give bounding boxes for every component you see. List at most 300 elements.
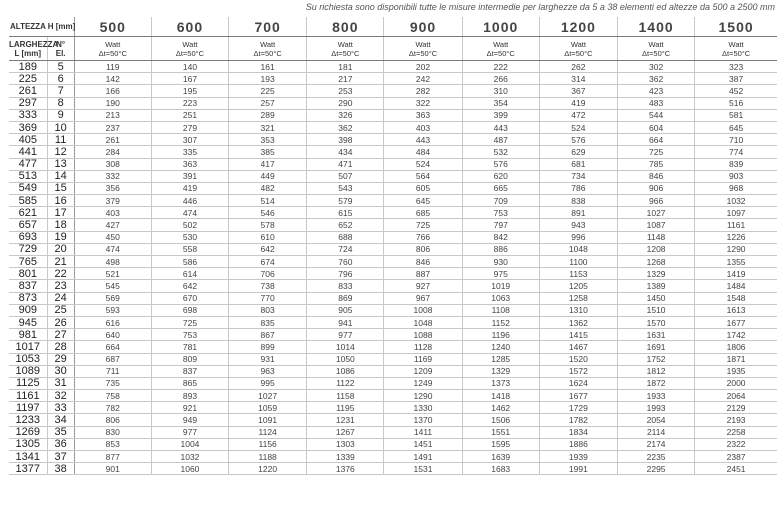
watt-cell: 837	[151, 365, 228, 377]
watt-cell: 253	[307, 85, 384, 97]
watt-cell: 544	[617, 109, 694, 121]
watt-cell: 1491	[384, 451, 462, 463]
watt-cell: 809	[151, 353, 228, 365]
width-cell: 405	[9, 134, 47, 146]
watt-cell: 2114	[617, 426, 694, 438]
watt-cell: 302	[617, 61, 694, 73]
watt-label: Watt	[415, 39, 431, 49]
watt-cell: 1209	[384, 365, 462, 377]
availability-note: Su richiesta sono disponibili tutte le misure intermedie per larghezze da 5 a 38 elementi ed altezze da 500 a 2500 mm	[305, 2, 775, 12]
elements-cell: 32	[47, 390, 74, 402]
watt-cell: 1812	[617, 365, 694, 377]
watt-cell: 921	[151, 402, 228, 414]
watt-cell: 1551	[462, 426, 539, 438]
watt-cell: 545	[74, 280, 151, 292]
watt-cell: 796	[307, 268, 384, 280]
watt-cell: 1063	[462, 292, 539, 304]
width-cell: 981	[9, 329, 47, 341]
watt-cell: 1631	[617, 329, 694, 341]
watt-cell: 1373	[462, 377, 539, 389]
watt-cell: 202	[384, 61, 462, 73]
watt-cell: 1872	[617, 377, 694, 389]
watt-cell: 1330	[384, 402, 462, 414]
watt-cell: 190	[74, 97, 151, 109]
watt-cell: 387	[695, 73, 777, 85]
table-row	[9, 316, 777, 328]
watt-cell: 1450	[617, 292, 694, 304]
elements-cell: 26	[47, 316, 74, 328]
watt-cell: 766	[384, 231, 462, 243]
watt-cell: 2295	[617, 463, 694, 475]
watt-cell: 1226	[695, 231, 777, 243]
table-row	[9, 243, 777, 255]
delta-label: Δt=50°C	[564, 48, 593, 58]
table-row	[9, 390, 777, 402]
watt-cell: 687	[74, 353, 151, 365]
watt-cell: 931	[229, 353, 307, 365]
radiator-output-table	[9, 17, 777, 475]
height-header: 1400	[617, 17, 694, 37]
watt-cell: 2054	[617, 414, 694, 426]
watt-cell: 725	[384, 219, 462, 231]
elements-cell: 31	[47, 377, 74, 389]
watt-cell: 905	[307, 304, 384, 316]
watt-cell: 839	[695, 158, 777, 170]
width-cell: 801	[9, 268, 47, 280]
table-row	[9, 365, 777, 377]
width-cell: 1053	[9, 353, 47, 365]
width-cell: 1233	[9, 414, 47, 426]
watt-cell: 1993	[617, 402, 694, 414]
elements-cell: 8	[47, 97, 74, 109]
watt-cell: 901	[74, 463, 151, 475]
watt-cell: 645	[384, 195, 462, 207]
watt-cell: 1268	[617, 256, 694, 268]
elements-cell: 12	[47, 146, 74, 158]
table-row	[9, 463, 777, 475]
watt-cell: 1188	[229, 451, 307, 463]
watt-cell: 1329	[462, 365, 539, 377]
elements-cell: 6	[47, 73, 74, 85]
watt-cell: 307	[151, 134, 228, 146]
watt-cell: 423	[617, 85, 694, 97]
watt-cell: 363	[384, 109, 462, 121]
watt-cell: 257	[229, 97, 307, 109]
table-row	[9, 170, 777, 182]
watt-cell: 604	[617, 121, 694, 133]
watt-cell: 1389	[617, 280, 694, 292]
watt-cell: 1108	[462, 304, 539, 316]
height-header: 1500	[695, 17, 777, 37]
watt-cell: 586	[151, 256, 228, 268]
watt-cell: 1310	[539, 304, 617, 316]
watt-cell: 1059	[229, 402, 307, 414]
watt-cell: 968	[695, 182, 777, 194]
watt-cell: 838	[539, 195, 617, 207]
watt-cell: 642	[229, 243, 307, 255]
table-row	[9, 268, 777, 280]
elements-cell: 13	[47, 158, 74, 170]
watt-cell: 842	[462, 231, 539, 243]
watt-cell: 774	[695, 146, 777, 158]
elements-cell: 23	[47, 280, 74, 292]
watt-cell: 1462	[462, 402, 539, 414]
watt-cell: 314	[539, 73, 617, 85]
table-row	[9, 292, 777, 304]
elements-label: El.	[55, 48, 66, 58]
watt-cell: 1362	[539, 316, 617, 328]
watt-cell: 833	[307, 280, 384, 292]
watt-cell: 1303	[307, 438, 384, 450]
watt-cell: 943	[539, 219, 617, 231]
watt-cell: 524	[384, 158, 462, 170]
watt-cell: 242	[384, 73, 462, 85]
watt-cell: 1290	[384, 390, 462, 402]
watt-cell: 1196	[462, 329, 539, 341]
watt-cell: 1806	[695, 341, 777, 353]
delta-label: Δt=50°C	[98, 48, 127, 58]
watt-cell: 266	[462, 73, 539, 85]
watt-cell: 846	[384, 256, 462, 268]
watt-cell: 483	[617, 97, 694, 109]
watt-cell: 1376	[307, 463, 384, 475]
watt-cell: 1128	[384, 341, 462, 353]
watt-cell: 524	[539, 121, 617, 133]
watt-cell: 1231	[307, 414, 384, 426]
watt-cell: 1339	[307, 451, 384, 463]
watt-cell: 1100	[539, 256, 617, 268]
watt-cell: 419	[539, 97, 617, 109]
watt-delta-header	[384, 37, 462, 61]
width-cell: 1305	[9, 438, 47, 450]
watt-cell: 213	[74, 109, 151, 121]
watt-cell: 1156	[229, 438, 307, 450]
watt-cell: 443	[384, 134, 462, 146]
watt-cell: 507	[307, 170, 384, 182]
delta-label: Δt=50°C	[721, 48, 751, 58]
watt-cell: 1595	[462, 438, 539, 450]
width-cell: 621	[9, 207, 47, 219]
watt-cell: 786	[539, 182, 617, 194]
table-row	[9, 158, 777, 170]
watt-cell: 367	[539, 85, 617, 97]
watt-cell: 289	[229, 109, 307, 121]
elements-cell: 9	[47, 109, 74, 121]
watt-cell: 353	[229, 134, 307, 146]
watt-cell: 753	[151, 329, 228, 341]
watt-cell: 434	[307, 146, 384, 158]
watt-cell: 867	[229, 329, 307, 341]
watt-cell: 532	[462, 146, 539, 158]
width-cell: 1197	[9, 402, 47, 414]
watt-cell: 356	[74, 182, 151, 194]
watt-cell: 1871	[695, 353, 777, 365]
watt-label: Watt	[337, 39, 353, 49]
watt-cell: 335	[151, 146, 228, 158]
watt-cell: 1677	[539, 390, 617, 402]
delta-label: Δt=50°C	[175, 48, 205, 58]
watt-cell: 1510	[617, 304, 694, 316]
watt-cell: 709	[462, 195, 539, 207]
watt-cell: 645	[695, 121, 777, 133]
delta-label: Δt=50°C	[408, 48, 438, 58]
watt-cell: 502	[151, 219, 228, 231]
watt-cell: 614	[151, 268, 228, 280]
watt-cell: 472	[539, 109, 617, 121]
watt-cell: 1418	[462, 390, 539, 402]
elements-cell: 25	[47, 304, 74, 316]
watt-cell: 398	[307, 134, 384, 146]
watt-cell: 1742	[695, 329, 777, 341]
watt-cell: 1639	[462, 451, 539, 463]
watt-cell: 474	[74, 243, 151, 255]
width-cell: 1017	[9, 341, 47, 353]
watt-cell: 977	[151, 426, 228, 438]
delta-label: Δt=50°C	[253, 48, 282, 58]
watt-cell: 261	[74, 134, 151, 146]
watt-cell: 711	[74, 365, 151, 377]
watt-cell: 930	[462, 256, 539, 268]
table-row	[9, 195, 777, 207]
watt-cell: 569	[74, 292, 151, 304]
watt-cell: 2000	[695, 377, 777, 389]
watt-cell: 310	[462, 85, 539, 97]
watt-cell: 1208	[617, 243, 694, 255]
table-row	[9, 73, 777, 85]
watt-cell: 2174	[617, 438, 694, 450]
watt-cell: 781	[151, 341, 228, 353]
watt-cell: 1195	[307, 402, 384, 414]
watt-cell: 710	[695, 134, 777, 146]
watt-cell: 1752	[617, 353, 694, 365]
watt-cell: 530	[151, 231, 228, 243]
elements-cell: 36	[47, 438, 74, 450]
watt-cell: 362	[307, 121, 384, 133]
watt-cell: 977	[307, 329, 384, 341]
watt-cell: 546	[229, 207, 307, 219]
height-header: 1000	[462, 17, 539, 37]
watt-label: Watt	[260, 39, 276, 49]
watt-cell: 782	[74, 402, 151, 414]
watt-cell: 1520	[539, 353, 617, 365]
watt-cell: 484	[384, 146, 462, 158]
watt-cell: 1415	[539, 329, 617, 341]
width-cell: 693	[9, 231, 47, 243]
watt-cell: 326	[307, 109, 384, 121]
watt-cell: 579	[307, 195, 384, 207]
width-cell: 477	[9, 158, 47, 170]
watt-cell: 846	[617, 170, 694, 182]
watt-cell: 1032	[695, 195, 777, 207]
table-row	[9, 85, 777, 97]
watt-cell: 443	[462, 121, 539, 133]
watt-cell: 652	[307, 219, 384, 231]
watt-cell: 1087	[617, 219, 694, 231]
elements-cell: 34	[47, 414, 74, 426]
watt-cell: 1290	[695, 243, 777, 255]
watt-cell: 886	[462, 243, 539, 255]
watt-cell: 2129	[695, 402, 777, 414]
watt-cell: 640	[74, 329, 151, 341]
watt-delta-header	[462, 37, 539, 61]
height-header: 700	[229, 17, 307, 37]
watt-cell: 1484	[695, 280, 777, 292]
watt-cell: 593	[74, 304, 151, 316]
watt-cell: 140	[151, 61, 228, 73]
table-row	[9, 219, 777, 231]
table-row	[9, 426, 777, 438]
watt-cell: 1451	[384, 438, 462, 450]
watt-cell: 1939	[539, 451, 617, 463]
width-cell: 909	[9, 304, 47, 316]
watt-cell: 1169	[384, 353, 462, 365]
watt-cell: 830	[74, 426, 151, 438]
watt-cell: 760	[307, 256, 384, 268]
watt-cell: 803	[229, 304, 307, 316]
watt-cell: 399	[462, 109, 539, 121]
delta-label: Δt=50°C	[641, 48, 671, 58]
watt-cell: 975	[462, 268, 539, 280]
height-header: 1200	[539, 17, 617, 37]
watt-cell: 605	[384, 182, 462, 194]
table-row	[9, 182, 777, 194]
watt-cell: 698	[151, 304, 228, 316]
watt-cell: 835	[229, 316, 307, 328]
watt-cell: 797	[462, 219, 539, 231]
delta-label: Δt=50°C	[486, 48, 515, 58]
watt-delta-header	[229, 37, 307, 61]
table-row	[9, 146, 777, 158]
elements-cell: 17	[47, 207, 74, 219]
watt-cell: 927	[384, 280, 462, 292]
table-row	[9, 256, 777, 268]
watt-cell: 521	[74, 268, 151, 280]
watt-cell: 2193	[695, 414, 777, 426]
table-row	[9, 109, 777, 121]
watt-cell: 1027	[229, 390, 307, 402]
watt-cell: 995	[229, 377, 307, 389]
watt-cell: 688	[307, 231, 384, 243]
width-cell: 297	[9, 97, 47, 109]
watt-cell: 282	[384, 85, 462, 97]
watt-cell: 354	[462, 97, 539, 109]
table-row	[9, 353, 777, 365]
elements-cell: 5	[47, 61, 74, 73]
watt-cell: 279	[151, 121, 228, 133]
watt-cell: 1158	[307, 390, 384, 402]
width-cell: 1269	[9, 426, 47, 438]
table-row	[9, 341, 777, 353]
height-header: 900	[384, 17, 462, 37]
watt-cell: 891	[539, 207, 617, 219]
elements-cell: 30	[47, 365, 74, 377]
watt-label: Watt	[493, 39, 509, 49]
watt-cell: 1091	[229, 414, 307, 426]
watt-cell: 753	[462, 207, 539, 219]
width-cell: 873	[9, 292, 47, 304]
watt-cell: 1048	[384, 316, 462, 328]
width-cell: 513	[9, 170, 47, 182]
watt-cell: 332	[74, 170, 151, 182]
watt-cell: 2235	[617, 451, 694, 463]
elements-cell: 16	[47, 195, 74, 207]
watt-cell: 1548	[695, 292, 777, 304]
watt-cell: 941	[307, 316, 384, 328]
elements-cell: 24	[47, 292, 74, 304]
watt-cell: 1506	[462, 414, 539, 426]
watt-cell: 1153	[539, 268, 617, 280]
watt-label: Watt	[182, 39, 198, 49]
watt-cell: 1419	[695, 268, 777, 280]
watt-cell: 514	[229, 195, 307, 207]
watt-cell: 1370	[384, 414, 462, 426]
elements-cell: 10	[47, 121, 74, 133]
watt-cell: 1886	[539, 438, 617, 450]
watt-cell: 706	[229, 268, 307, 280]
watt-cell: 1411	[384, 426, 462, 438]
watt-cell: 1691	[617, 341, 694, 353]
width-cell: 441	[9, 146, 47, 158]
watt-cell: 629	[539, 146, 617, 158]
elements-cell: 20	[47, 243, 74, 255]
watt-cell: 195	[151, 85, 228, 97]
watt-cell: 681	[539, 158, 617, 170]
watt-cell: 725	[617, 146, 694, 158]
watt-cell: 1122	[307, 377, 384, 389]
watt-cell: 1531	[384, 463, 462, 475]
width-cell: 657	[9, 219, 47, 231]
watt-cell: 887	[384, 268, 462, 280]
watt-cell: 610	[229, 231, 307, 243]
elements-cell: 38	[47, 463, 74, 475]
watt-cell: 284	[74, 146, 151, 158]
elements-cell: 27	[47, 329, 74, 341]
watt-cell: 1008	[384, 304, 462, 316]
larghezza-label: LARGHEZZA	[9, 39, 59, 49]
watt-delta-header	[74, 37, 151, 61]
watt-cell: 323	[695, 61, 777, 73]
watt-cell: 290	[307, 97, 384, 109]
watt-cell: 1148	[617, 231, 694, 243]
elements-cell: 19	[47, 231, 74, 243]
watt-label: Watt	[728, 39, 744, 49]
watt-cell: 166	[74, 85, 151, 97]
width-cell: 369	[9, 121, 47, 133]
watt-cell: 724	[307, 243, 384, 255]
watt-cell: 322	[384, 97, 462, 109]
height-header-row	[9, 17, 777, 37]
watt-cell: 1782	[539, 414, 617, 426]
watt-cell: 474	[151, 207, 228, 219]
watt-delta-header	[151, 37, 228, 61]
watt-cell: 543	[307, 182, 384, 194]
watt-cell: 308	[74, 158, 151, 170]
watt-delta-header	[307, 37, 384, 61]
watt-cell: 853	[74, 438, 151, 450]
watt-cell: 452	[695, 85, 777, 97]
watt-cell: 785	[617, 158, 694, 170]
watt-cell: 893	[151, 390, 228, 402]
watt-cell: 1991	[539, 463, 617, 475]
watt-cell: 2387	[695, 451, 777, 463]
watt-cell: 685	[384, 207, 462, 219]
watt-cell: 735	[74, 377, 151, 389]
watt-cell: 581	[695, 109, 777, 121]
elements-cell: 33	[47, 402, 74, 414]
width-cell: 549	[9, 182, 47, 194]
watt-cell: 1572	[539, 365, 617, 377]
watt-cell: 615	[307, 207, 384, 219]
